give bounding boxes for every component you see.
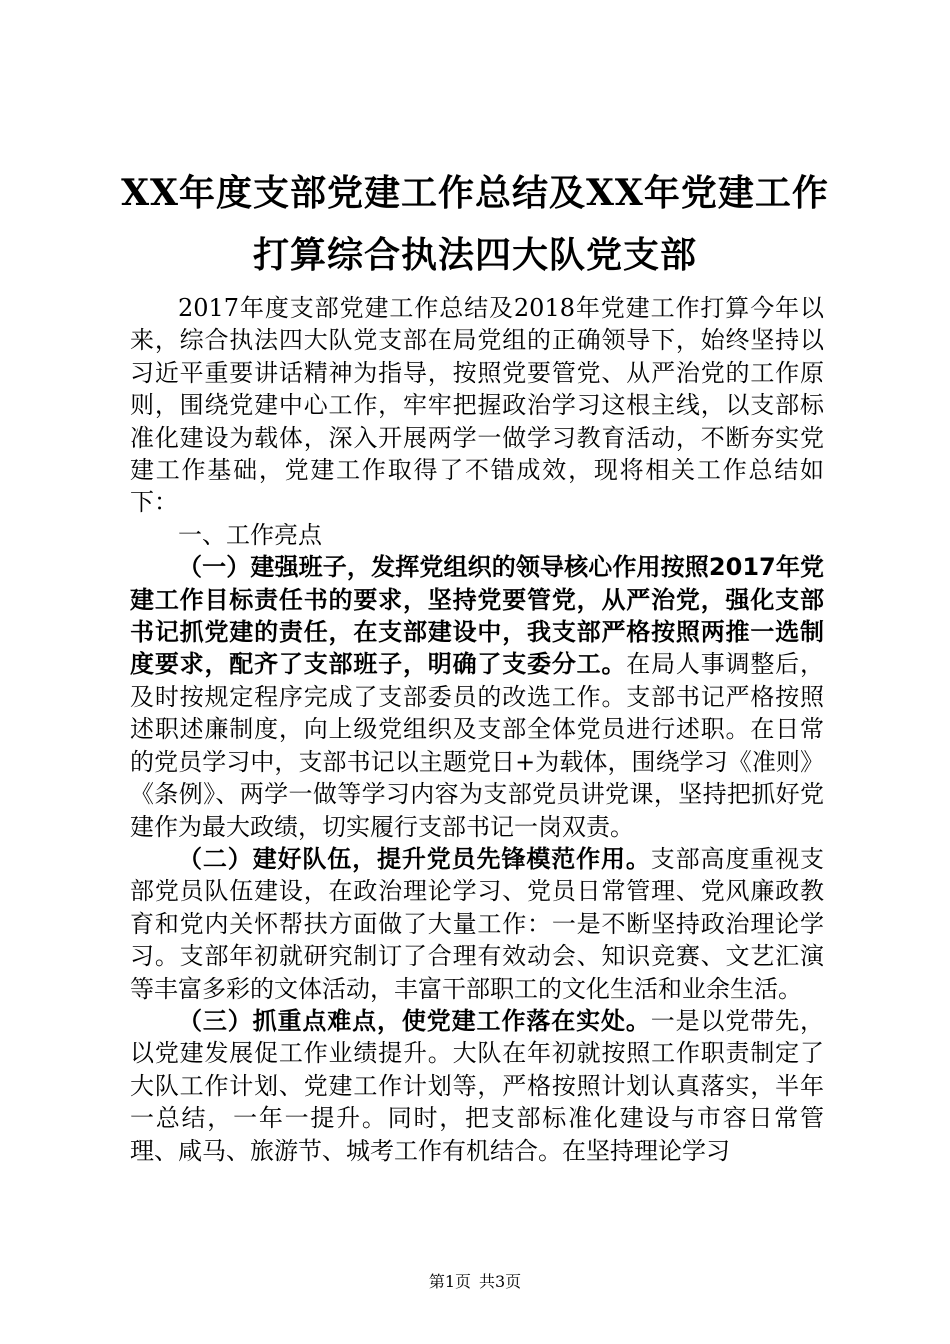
page-total: 共3页	[479, 1272, 522, 1291]
section-heading	[130, 519, 824, 551]
paragraph-lead: （二）建好队伍，提升党员先锋模范作用。	[178, 844, 651, 873]
section-heading-text: 一、工作亮点	[178, 520, 322, 549]
paragraph-text: 在局人事调整后，及时按规定程序完成了支部委员的改选工作。支部书记严格按照述职述廉制度，向上级党组织及支部全体党员进行述职。在日常的党员学习中，支部书记以主题党日+为载体，围绕学习《准则》《条例》、两学一做等学习内容为支部党员讲党课，坚持把抓好党建作为最大政绩，切实履行支部书记一岗双责。	[130, 650, 825, 841]
paragraph-text: 2017年度支部党建工作总结及2018年党建工作打算今年以来，综合执法四大队党支部在局党组的正确领导下，始终坚持以习近平重要讲话精神为指导，按照党要管党、从严治党的工作原则，围绕党建中心工作，牢牢把握政治学习这根主线，以支部标准化建设为载体，深入开展两学一做学习教育活动，不断夯实党建工作基础，党建工作取得了不错成效，现将相关工作总结如下：	[130, 294, 824, 517]
paragraph-team-members	[130, 843, 824, 1005]
page-number: 第1页	[428, 1272, 471, 1291]
document-title: XX年度支部党建工作总结及XX年党建工作打算综合执法四大队党支部	[121, 172, 829, 276]
paragraph-text: 一是以党带先，以党建发展促工作业绩提升。大队在年初就按照工作职责制定了大队工作计划、党建工作计划等，严格按照计划认真落实，半年一总结，一年一提升。同时，把支部标准化建设与市容日常管理、咸马、旅游节、城考工作有机结合。在坚持理论学习	[130, 1006, 824, 1165]
paragraph-lead: （三）抓重点难点，使党建工作落在实处。	[178, 1006, 651, 1035]
intro-paragraph	[130, 292, 824, 519]
document-body	[130, 292, 824, 1167]
paragraph-lead: （一）建强班子，发挥党组织的领导核心作用按照2017年党建工作目标责任书的要求，坚持党要管党，从严治党，强化支部书记抓党建的责任，在支部建设中，我支部严格按照两推一选制度要求，配齐了支部班子，明确了支委分工。	[130, 553, 824, 679]
paragraph-team-building	[130, 551, 824, 843]
page-footer	[0, 1272, 950, 1292]
paragraph-key-points	[130, 1005, 824, 1167]
paragraph-text: 支部高度重视支部党员队伍建设，在政治理论学习、党员日常管理、党风廉政教育和党内关怀帮扶方面做了大量工作：一是不断坚持政治理论学习。支部年初就研究制订了合理有效动会、知识竞赛、文艺汇演等丰富多彩的文体活动，丰富干部职工的文化生活和业余生活。	[130, 844, 824, 1003]
